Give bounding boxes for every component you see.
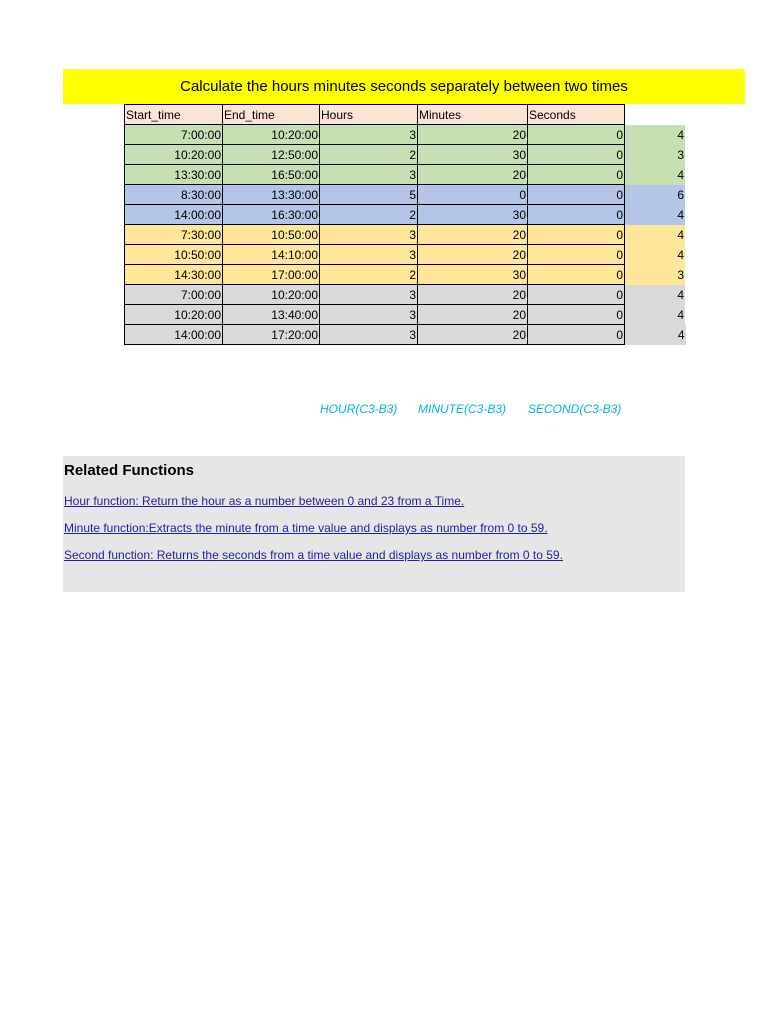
cell-start-time[interactable]: 7:00:00	[125, 125, 223, 145]
cell-extra[interactable]: 4	[625, 165, 686, 185]
table-row	[125, 205, 686, 225]
sheet-title	[63, 69, 745, 104]
cell-end-time[interactable]: 13:40:00	[223, 305, 320, 325]
cell-hours[interactable]: 3	[320, 305, 418, 325]
table-row	[125, 325, 686, 345]
sheet-title-text: Calculate the hours minutes seconds separately between two times	[180, 78, 628, 95]
cell-seconds[interactable]: 0	[528, 325, 625, 345]
table-row	[125, 185, 686, 205]
cell-extra[interactable]: 4	[625, 325, 686, 345]
minute-function-link[interactable]: Minute function:Extracts the minute from a time value and displays as number from 0 to 59.	[64, 521, 548, 535]
cell-end-time[interactable]: 16:50:00	[223, 165, 320, 185]
cell-start-time[interactable]: 14:30:00	[125, 265, 223, 285]
table-row	[125, 265, 686, 285]
cell-start-time[interactable]: 8:30:00	[125, 185, 223, 205]
cell-end-time[interactable]: 12:50:00	[223, 145, 320, 165]
cell-minutes[interactable]: 20	[418, 225, 528, 245]
cell-seconds[interactable]: 0	[528, 285, 625, 305]
cell-start-time[interactable]: 14:00:00	[125, 325, 223, 345]
cell-end-time[interactable]: 10:20:00	[223, 125, 320, 145]
cell-seconds[interactable]: 0	[528, 165, 625, 185]
cell-start-time[interactable]: 10:20:00	[125, 305, 223, 325]
formula-hour[interactable]: HOUR(C3-B3)	[320, 402, 398, 416]
cell-hours[interactable]: 2	[320, 265, 418, 285]
second-function-link[interactable]: Second function: Returns the seconds from a time value and displays as number from 0 to 59.	[64, 548, 563, 562]
cell-extra[interactable]: 3	[625, 265, 686, 285]
cell-seconds[interactable]: 0	[528, 185, 625, 205]
cell-extra[interactable]: 4	[625, 305, 686, 325]
cell-end-time[interactable]: 13:30:00	[223, 185, 320, 205]
cell-minutes[interactable]: 30	[418, 265, 528, 285]
cell-hours[interactable]: 3	[320, 125, 418, 145]
cell-hours[interactable]: 3	[320, 285, 418, 305]
table-row	[125, 225, 686, 245]
cell-minutes[interactable]: 0	[418, 185, 528, 205]
cell-hours[interactable]: 3	[320, 245, 418, 265]
time-table	[124, 104, 686, 345]
cell-end-time[interactable]: 17:00:00	[223, 265, 320, 285]
cell-end-time[interactable]: 10:20:00	[223, 285, 320, 305]
cell-extra[interactable]: 4	[625, 225, 686, 245]
cell-hours[interactable]: 2	[320, 205, 418, 225]
cell-seconds[interactable]: 0	[528, 205, 625, 225]
formula-minute[interactable]: MINUTE(C3-B3)	[418, 402, 507, 416]
cell-seconds[interactable]: 0	[528, 145, 625, 165]
cell-start-time[interactable]: 7:00:00	[125, 285, 223, 305]
header-end-time[interactable]: End_time	[223, 105, 320, 125]
cell-end-time[interactable]: 10:50:00	[223, 225, 320, 245]
cell-hours[interactable]: 3	[320, 225, 418, 245]
cell-minutes[interactable]: 20	[418, 125, 528, 145]
cell-end-time[interactable]: 17:20:00	[223, 325, 320, 345]
cell-minutes[interactable]: 20	[418, 245, 528, 265]
cell-minutes[interactable]: 20	[418, 305, 528, 325]
cell-extra[interactable]: 6	[625, 185, 686, 205]
cell-extra[interactable]: 4	[625, 205, 686, 225]
cell-seconds[interactable]: 0	[528, 225, 625, 245]
related-functions-panel	[63, 456, 685, 592]
cell-minutes[interactable]: 20	[418, 285, 528, 305]
table-row	[125, 145, 686, 165]
cell-seconds[interactable]: 0	[528, 265, 625, 285]
header-hours[interactable]: Hours	[320, 105, 418, 125]
cell-minutes[interactable]: 20	[418, 165, 528, 185]
table-row	[125, 305, 686, 325]
cell-start-time[interactable]: 10:50:00	[125, 245, 223, 265]
header-extra	[625, 105, 686, 125]
cell-extra[interactable]: 4	[625, 125, 686, 145]
header-seconds[interactable]: Seconds	[528, 105, 625, 125]
cell-start-time[interactable]: 14:00:00	[125, 205, 223, 225]
cell-seconds[interactable]: 0	[528, 305, 625, 325]
cell-hours[interactable]: 3	[320, 325, 418, 345]
cell-start-time[interactable]: 10:20:00	[125, 145, 223, 165]
table-row	[125, 125, 686, 145]
table-row	[125, 245, 686, 265]
hour-function-link[interactable]: Hour function: Return the hour as a number between 0 and 23 from a Time.	[64, 494, 465, 508]
header-start-time[interactable]: Start_time	[125, 105, 223, 125]
table-row	[125, 165, 686, 185]
cell-seconds[interactable]: 0	[528, 245, 625, 265]
cell-extra[interactable]: 3	[625, 145, 686, 165]
cell-extra[interactable]: 4	[625, 245, 686, 265]
cell-hours[interactable]: 2	[320, 145, 418, 165]
header-row	[125, 105, 686, 125]
header-minutes[interactable]: Minutes	[418, 105, 528, 125]
cell-minutes[interactable]: 20	[418, 325, 528, 345]
cell-seconds[interactable]: 0	[528, 125, 625, 145]
cell-start-time[interactable]: 7:30:00	[125, 225, 223, 245]
cell-extra[interactable]: 4	[625, 285, 686, 305]
related-heading: Related Functions	[64, 462, 195, 479]
cell-start-time[interactable]: 13:30:00	[125, 165, 223, 185]
cell-hours[interactable]: 5	[320, 185, 418, 205]
table-row	[125, 285, 686, 305]
cell-end-time[interactable]: 16:30:00	[223, 205, 320, 225]
cell-hours[interactable]: 3	[320, 165, 418, 185]
cell-minutes[interactable]: 30	[418, 205, 528, 225]
cell-minutes[interactable]: 30	[418, 145, 528, 165]
cell-end-time[interactable]: 14:10:00	[223, 245, 320, 265]
formula-second[interactable]: SECOND(C3-B3)	[528, 402, 622, 416]
